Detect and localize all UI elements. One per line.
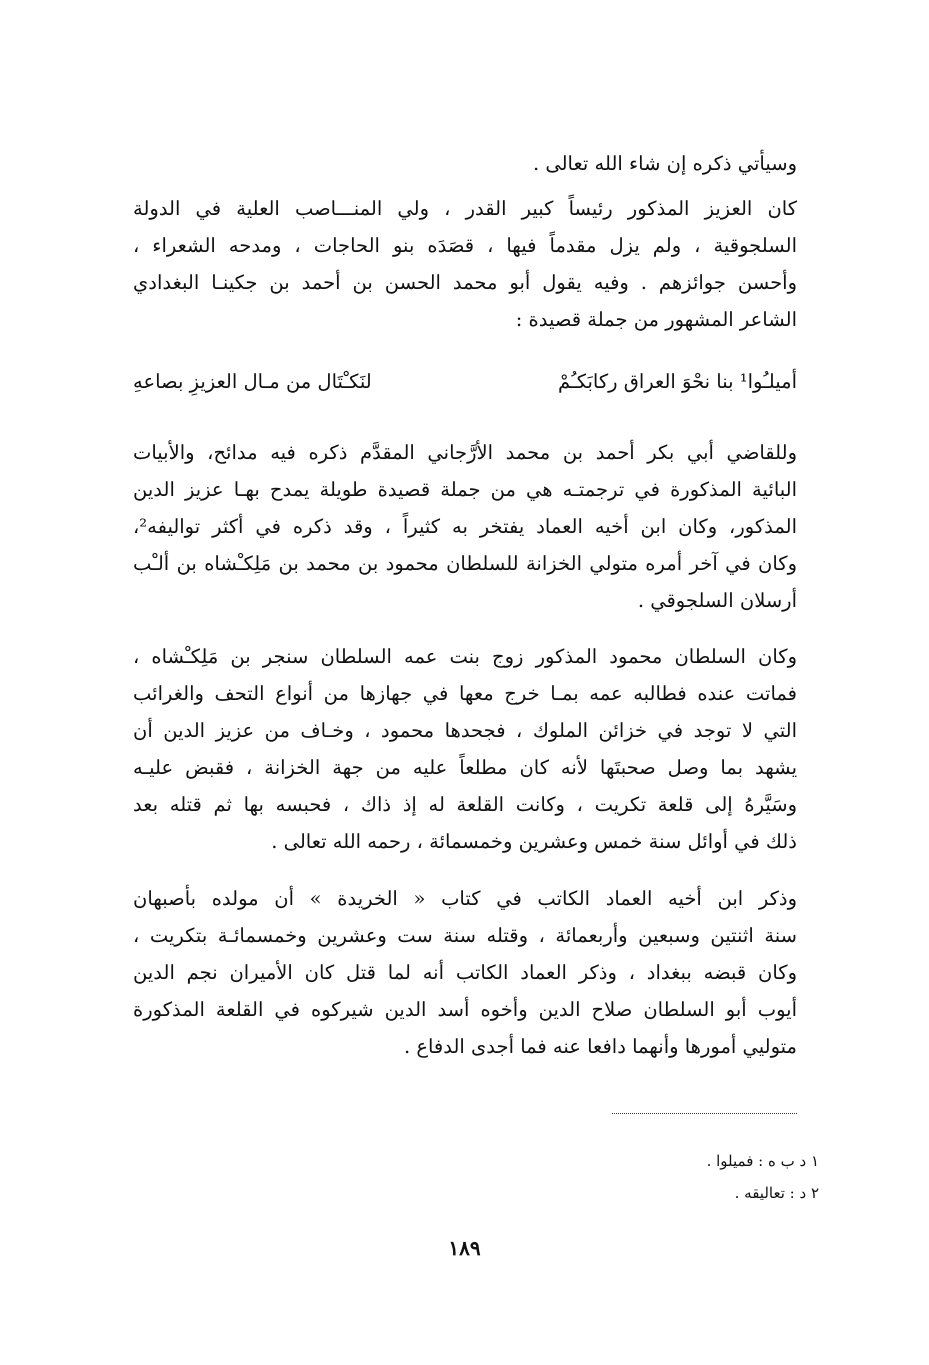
- paragraph-2: [133, 434, 797, 619]
- page-number: ١٨٩: [448, 1236, 481, 1260]
- text-line: وسَيَّرهُ إلى قلعة تكريت ، وكانت القلعة له إذ ذاك ، فحبسه بها ثم قتله بعد: [133, 793, 797, 816]
- verse-second-hemistich: لنَكـْتَال من مـال العزيزِ بصاعهِ: [133, 370, 372, 393]
- text-line: أرسلان السلجوقي .: [637, 589, 797, 612]
- footnote-divider: [612, 1113, 797, 1114]
- paragraph-3: [133, 638, 797, 860]
- text-line: البائية المذكورة في ترجمتـه هي من جملة قصيدة طويلة يمدح بهـا عزيز الدين: [133, 478, 797, 501]
- text-line: وذكر ابن أخيه العماد الكاتب في كتاب « الخريدة » أن مولده بأصبهان: [133, 887, 797, 910]
- paragraph-1: [133, 190, 797, 338]
- text-line: المذكور، وكان ابن أخيه العماد يفتخر به كثيراً ، وقد ذكره في أكثر تواليفه²،: [133, 515, 797, 538]
- footnote-1: ١ د ب ه : فميلوا .: [706, 1152, 819, 1170]
- text-line: التي لا توجد في خزائن الملوك ، فجحدها محمود ، وخـاف من عزيز الدين أن: [133, 719, 797, 742]
- text-line: متوليي أمورها وأنهما دافعا عنه فما أجدى الدفاع .: [403, 1035, 797, 1058]
- footnotes: [707, 1145, 819, 1209]
- verse-first-hemistich: أميلـُوا¹ بنا نحْوَ العراق ركابَكـُمْ: [558, 370, 797, 393]
- text-line: أيوب أبو السلطان صلاح الدين وأخوه أسد الدين شيركوه في القلعة المذكورة: [133, 998, 797, 1021]
- footnote-2: ٢ د : تعاليقه .: [734, 1184, 819, 1202]
- text-line: وكان السلطان محمود المذكور زوج بنت عمه السلطان سنجر بن مَلِكـْشاه ،: [133, 645, 797, 668]
- text-line: وكان قبضه ببغداد ، وذكر العماد الكاتب أنه لما قتل كان الأميران نجم الدين: [133, 961, 797, 984]
- text-line: وسيأتي ذكره إن شاء الله تعالى .: [532, 152, 797, 175]
- text-line: كان العزيز المذكور رئيساً كبير القدر ، ولي المنـــاصب العلية في الدولة: [133, 197, 797, 220]
- text-line: الشاعر المشهور من جملة قصيدة :: [515, 308, 797, 331]
- text-line: فماتت عنده فطالبه عمه بمـا خرج معها في جهازها من أنواع التحف والغرائب: [133, 682, 797, 705]
- text-line: ذلك في أوائل سنة خمس وعشرين وخمسمائة ، رحمه الله تعالى .: [271, 830, 797, 853]
- text-line: سنة اثنتين وسبعين وأربعمائة ، وقتله سنة ست وعشرين وخمسمائـة بتكريت ،: [133, 924, 797, 947]
- text-line: السلجوقية ، ولم يزل مقدماً فيها ، قصَدَه بنو الحاجات ، ومدحه الشعراء ،: [133, 234, 797, 257]
- intro-line: [133, 145, 797, 182]
- paragraph-4: [133, 880, 797, 1065]
- text-line: وكان في آخر أمره متولي الخزانة للسلطان محمود بن محمد بن مَلِكـْشاه بن ألـْب: [133, 552, 797, 575]
- text-line: وأحسن جوائزهم . وفيه يقول أبو محمد الحسن بن أحمد بن جكينـا البغدادي: [133, 271, 797, 294]
- text-line: يشهد بما وصل صحبتَها لأنه كان مطلعاً عليه من جهة الخزانة ، فقبض عليـه: [133, 756, 797, 779]
- poem-verse: [133, 362, 797, 402]
- text-line: وللقاضي أبي بكر أحمد بن محمد الأرَّجاني المقدَّم ذكره فيه مدائح، والأبيات: [133, 441, 797, 464]
